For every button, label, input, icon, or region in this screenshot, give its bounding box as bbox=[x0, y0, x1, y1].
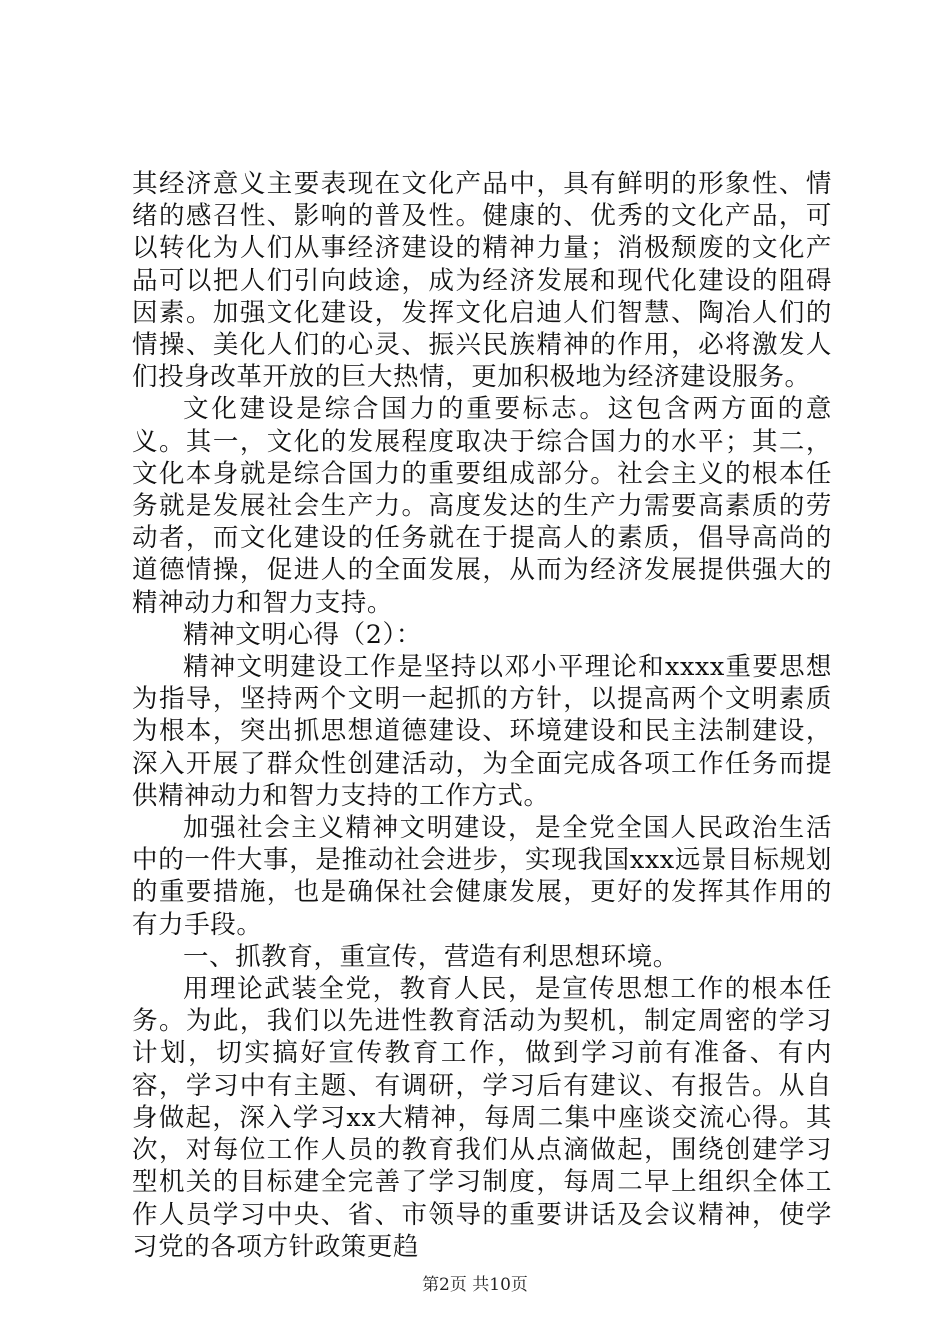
page-number-footer: 第2页 共10页 bbox=[422, 1275, 528, 1295]
paragraph-5: 用理论武装全党，教育人民，是宣传思想工作的根本任务。为此，我们以先进性教育活动为契机，制定周密的学习计划，切实搞好宣传教育工作，做到学习前有准备、有内容，学习中有主题、有调研，学习后有建议、有报告。从自身做起，深入学习xx大精神，每周二集中座谈交流心得。其次，对每位工作人员的教育我们从点滴做起，围绕创建学习型机关的目标建全完善了学习制度，每周二早上组织全体工作人员学习中央、省、市领导的重要讲话及会议精神，使学习党的各项方针政策更趋 bbox=[132, 974, 832, 1262]
paragraph-2: 文化建设是综合国力的重要标志。这包含两方面的意义。其一，文化的发展程度取决于综合国力的水平；其二，文化本身就是综合国力的重要组成部分。社会主义的根本任务就是发展社会生产力。高度发达的生产力需要高素质的劳动者，而文化建设的任务就在于提高人的素质，倡导高尚的道德情操，促进人的全面发展，从而为经济发展提供强大的精神动力和智力支持。 bbox=[132, 394, 832, 618]
paragraph-4: 加强社会主义精神文明建设，是全党全国人民政治生活中的一件大事，是推动社会进步，实现我国xxx远景目标规划的重要措施，也是确保社会健康发展，更好的发挥其作用的有力手段。 bbox=[132, 813, 832, 940]
section-heading-xinde-2: 精神文明心得（2）： bbox=[183, 619, 422, 650]
paragraph-1: 其经济意义主要表现在文化产品中，具有鲜明的形象性、情绪的感召性、影响的普及性。健康的、优秀的文化产品，可以转化为人们从事经济建设的精神力量；消极颓废的文化产品可以把人们引向歧途，成为经济发展和现代化建设的阻碍因素。加强文化建设，发挥文化启迪人们智慧、陶冶人们的情操、美化人们的心灵、振兴民族精神的作用，必将激发人们投身改革开放的巨大热情，更加积极地为经济建设服务。 bbox=[132, 169, 832, 393]
paragraph-3: 精神文明建设工作是坚持以邓小平理论和xxxx重要思想为指导，坚持两个文明一起抓的方针，以提高两个文明素质为根本，突出抓思想道德建设、环境建设和民主法制建设，深入开展了群众性创建活动，为全面完成各项工作任务而提供精神动力和智力支持的工作方式。 bbox=[132, 652, 832, 811]
document-body bbox=[132, 168, 832, 1263]
section-heading-1: 一、抓教育，重宣传，营造有利思想环境。 bbox=[183, 941, 679, 972]
